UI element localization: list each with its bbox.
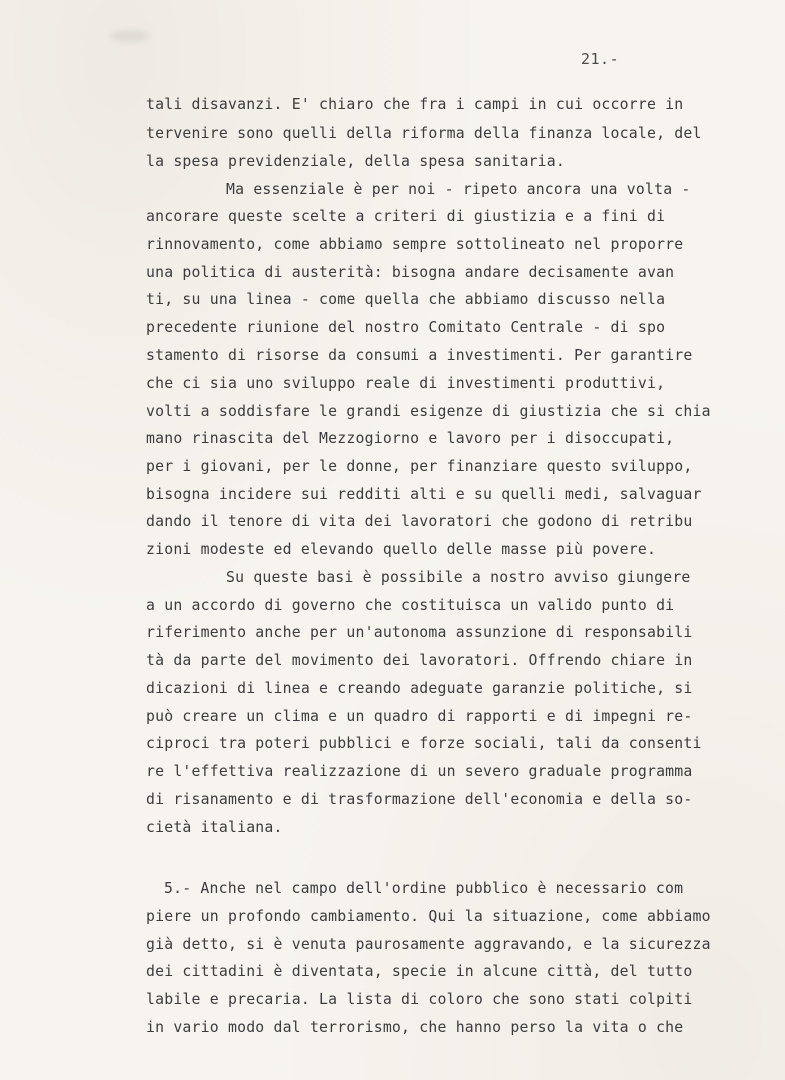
text-line: piere un profondo cambiamento. Qui la situazione, come abbiamo [146, 908, 711, 925]
text-line: volti a soddisfare le grandi esigenze di giustizia che si chia [146, 403, 711, 420]
text-line: ciproci tra poteri pubblici e forze sociali, tali da consenti [146, 735, 702, 752]
text-line: la spesa previdenziale, della spesa sanitaria. [146, 153, 565, 170]
text-line: una politica di austerità: bisogna andare decisamente avan [146, 264, 675, 281]
text-line: per i giovani, per le donne, per finanziare questo sviluppo, [146, 458, 693, 475]
text-line: dei cittadini è diventata, specie in alcune città, del tutto [146, 963, 693, 980]
text-line: tali disavanzi. E' chiaro che fra i campi in cui occorre in [146, 96, 684, 113]
text-line: 5.- Anche nel campo dell'ordine pubblico è necessario com [164, 880, 684, 897]
text-line: a un accordo di governo che costituisca un valido punto di [146, 597, 675, 614]
text-line: che ci sia uno sviluppo reale di investimenti produttivi, [146, 375, 666, 392]
text-line: dicazioni di linea e creando adeguate garanzie politiche, si [146, 680, 693, 697]
text-line: già detto, si è venuta paurosamente aggravando, e la sicurezza [146, 936, 711, 953]
text-line: zioni modeste ed elevando quello delle masse più povere. [146, 541, 657, 558]
text-line: riferimento anche per un'autonoma assunzione di responsabili [146, 624, 693, 641]
text-line: re l'effettiva realizzazione di un severo graduale programma [146, 763, 693, 780]
text-line: cietà italiana. [146, 819, 283, 836]
text-line: di risanamento e di trasformazione dell'economia e della so- [146, 791, 693, 808]
text-line: in vario modo dal terrorismo, che hanno perso la vita o che [146, 1019, 684, 1036]
text-line: labile e precaria. La lista di coloro che sono stati colpiti [146, 991, 693, 1008]
page-number: 21.- [581, 50, 620, 68]
text-line: precedente riunione del nostro Comitato Centrale - di spo [146, 319, 666, 336]
text-line: mano rinascita del Mezzogiorno e lavoro per i disoccupati, [146, 430, 675, 447]
text-line: rinnovamento, come abbiamo sempre sottolineato nel proporre [146, 236, 684, 253]
text-line: Su queste basi è possibile a nostro avviso giungere [226, 569, 691, 586]
text-line: stamento di risorse da consumi a investimenti. Per garantire [146, 347, 693, 364]
text-line: dando il tenore di vita dei lavoratori che godono di retribu [146, 513, 693, 530]
text-line: può creare un clima e un quadro di rapporti e di impegni re- [146, 708, 693, 725]
text-line: tervenire sono quelli della riforma della finanza locale, del [146, 125, 702, 142]
ink-smudge [110, 30, 150, 42]
text-line: tà da parte del movimento dei lavoratori. Offrendo chiare in [146, 652, 693, 669]
text-line: ti, su una linea - come quella che abbiamo discusso nella [146, 291, 666, 308]
text-line: ancorare queste scelte a criteri di giustizia e a fini di [146, 208, 666, 225]
text-line: Ma essenziale è per noi - ripeto ancora una volta - [226, 181, 691, 198]
text-line: bisogna incidere sui redditi alti e su quelli medi, salvaguar [146, 486, 702, 503]
